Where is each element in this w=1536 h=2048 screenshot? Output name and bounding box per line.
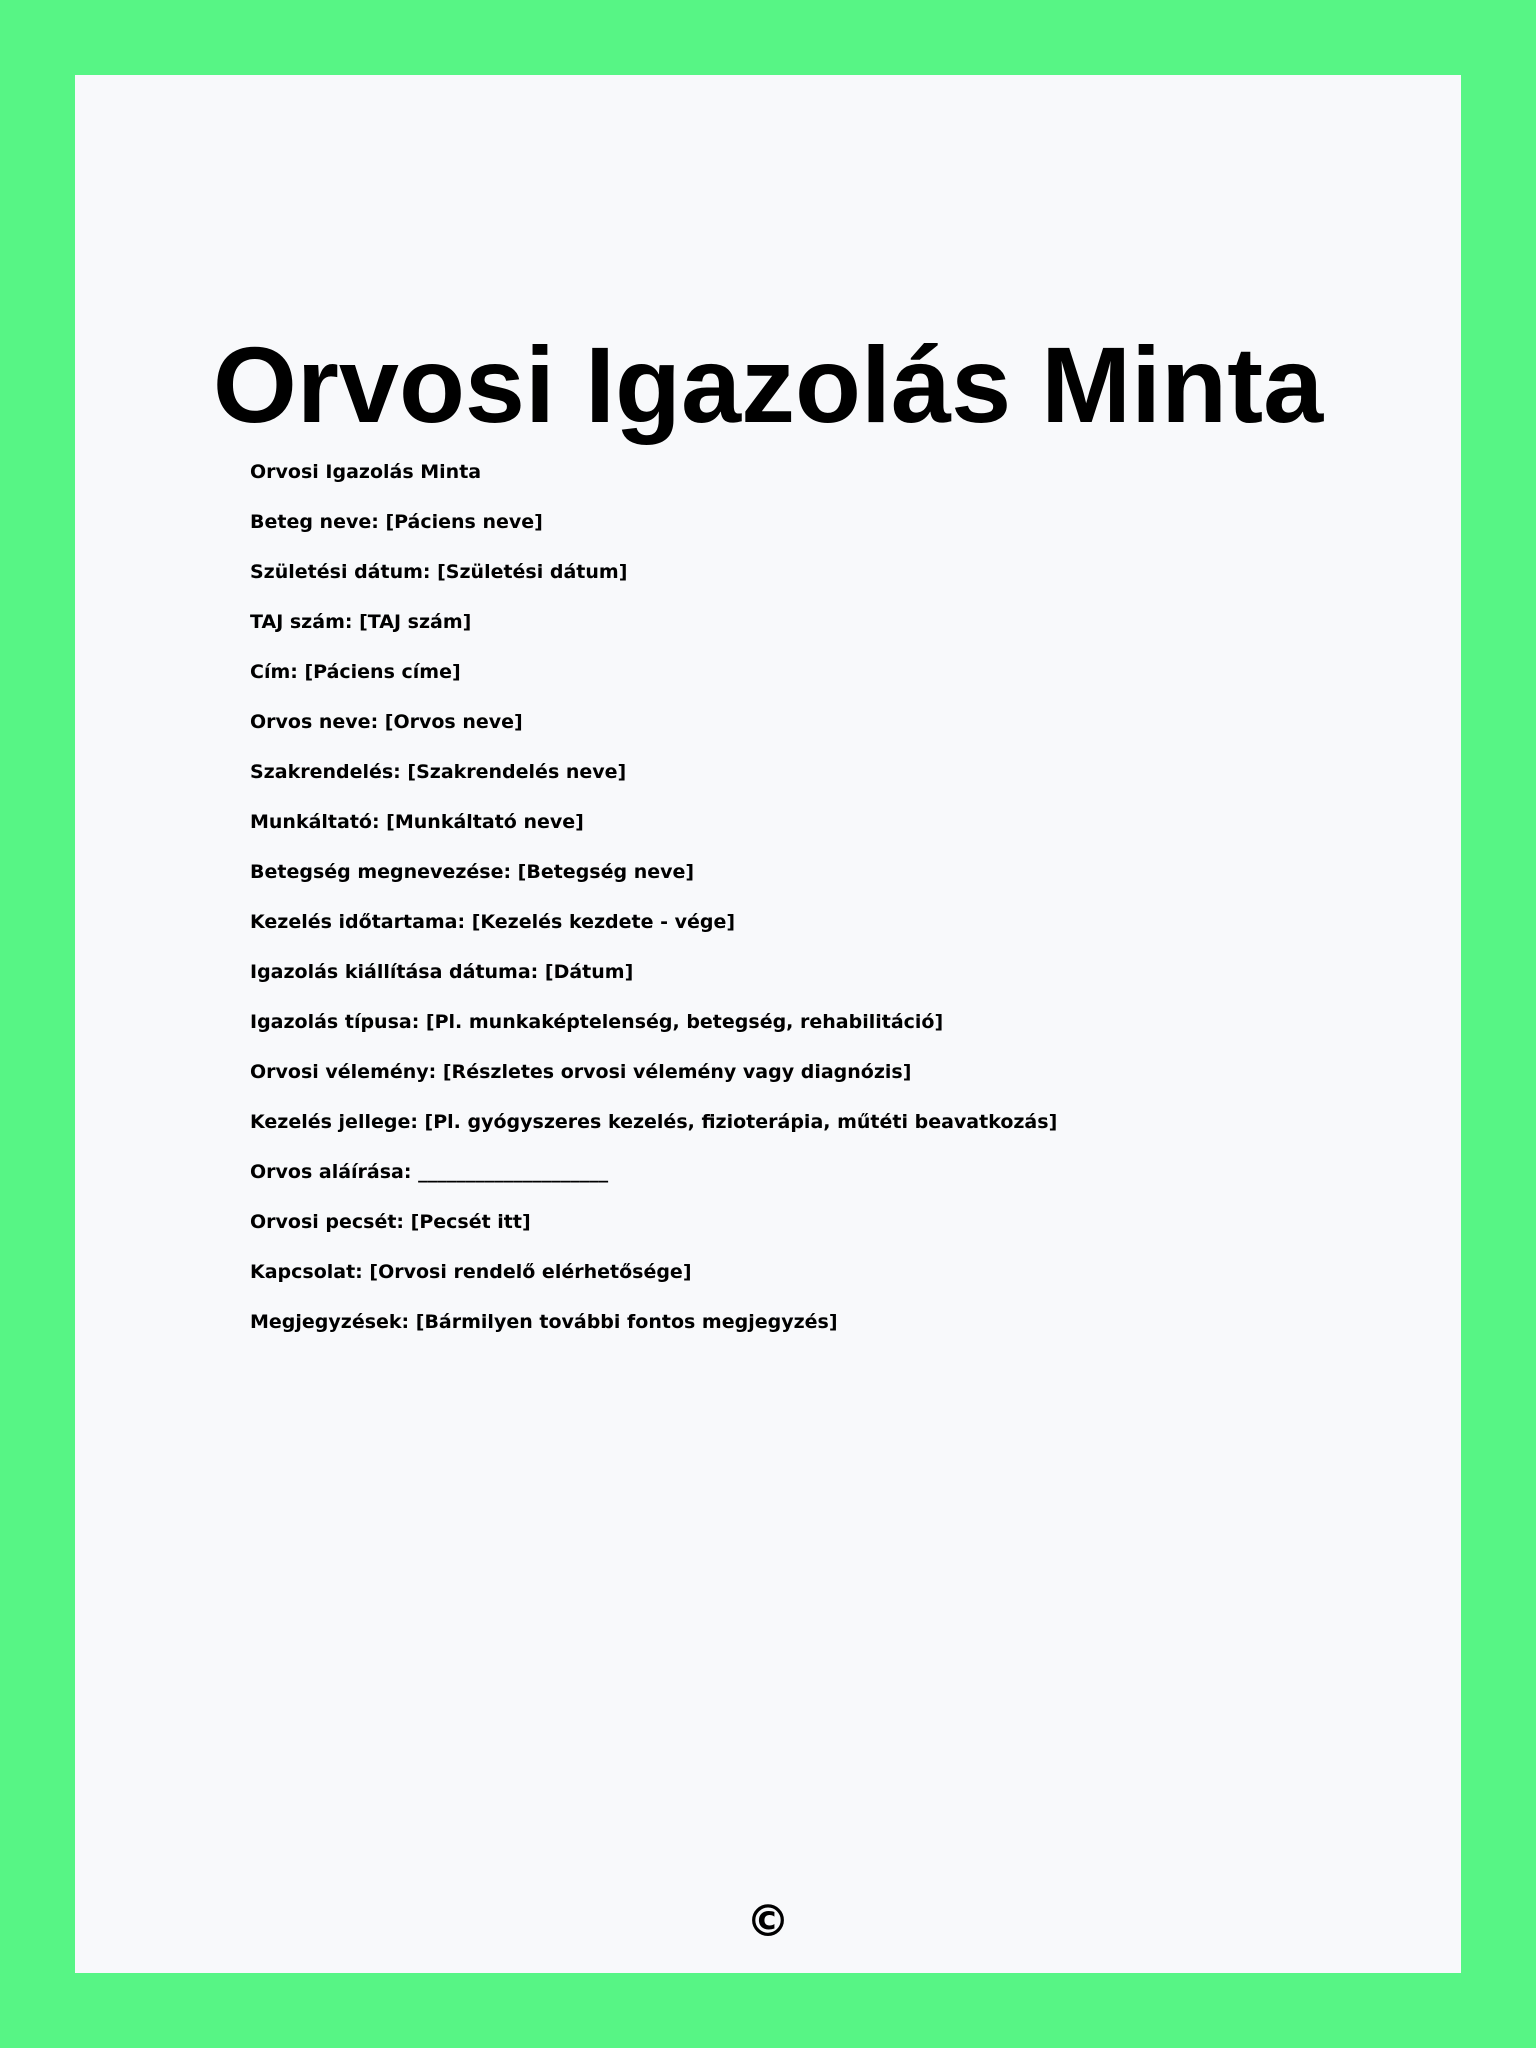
line-treatment-type: Kezelés jellege: [Pl. gyógyszeres kezelés, fizioterápia, műtéti beavatkozás] (250, 1111, 1058, 1133)
line-notes: Megjegyzések: [Bármilyen további fontos megjegyzés] (250, 1311, 838, 1333)
document-body (250, 447, 1350, 1347)
line-employer: Munkáltató: [Munkáltató neve] (250, 811, 584, 833)
line-contact: Kapcsolat: [Orvosi rendelő elérhetősége] (250, 1261, 692, 1283)
line-address: Cím: [Páciens címe] (250, 661, 461, 683)
line-patient-name: Beteg neve: [Páciens neve] (250, 511, 543, 533)
line-specialty: Szakrendelés: [Szakrendelés neve] (250, 761, 627, 783)
line-stamp: Orvosi pecsét: [Pecsét itt] (250, 1211, 531, 1233)
line-doctor-name: Orvos neve: [Orvos neve] (250, 711, 523, 733)
line-illness: Betegség megnevezése: [Betegség neve] (250, 861, 695, 883)
line-issue-date: Igazolás kiállítása dátuma: [Dátum] (250, 961, 634, 983)
line-birth-date: Születési dátum: [Születési dátum] (250, 561, 628, 583)
copyright-icon: © (746, 1896, 790, 1947)
line-doctor-signature: Orvos aláírása: ____________________ (250, 1161, 609, 1183)
line-treatment-period: Kezelés időtartama: [Kezelés kezdete - vége] (250, 911, 736, 933)
document-page (75, 75, 1461, 1973)
line-certificate-type: Igazolás típusa: [Pl. munkaképtelenség, betegség, rehabilitáció] (250, 1011, 944, 1033)
line-medical-opinion: Orvosi vélemény: [Részletes orvosi vélemény vagy diagnózis] (250, 1061, 912, 1083)
document-title: Orvosi Igazolás Minta (212, 324, 1324, 445)
line-heading: Orvosi Igazolás Minta (250, 461, 482, 483)
line-taj-number: TAJ szám: [TAJ szám] (250, 611, 472, 633)
